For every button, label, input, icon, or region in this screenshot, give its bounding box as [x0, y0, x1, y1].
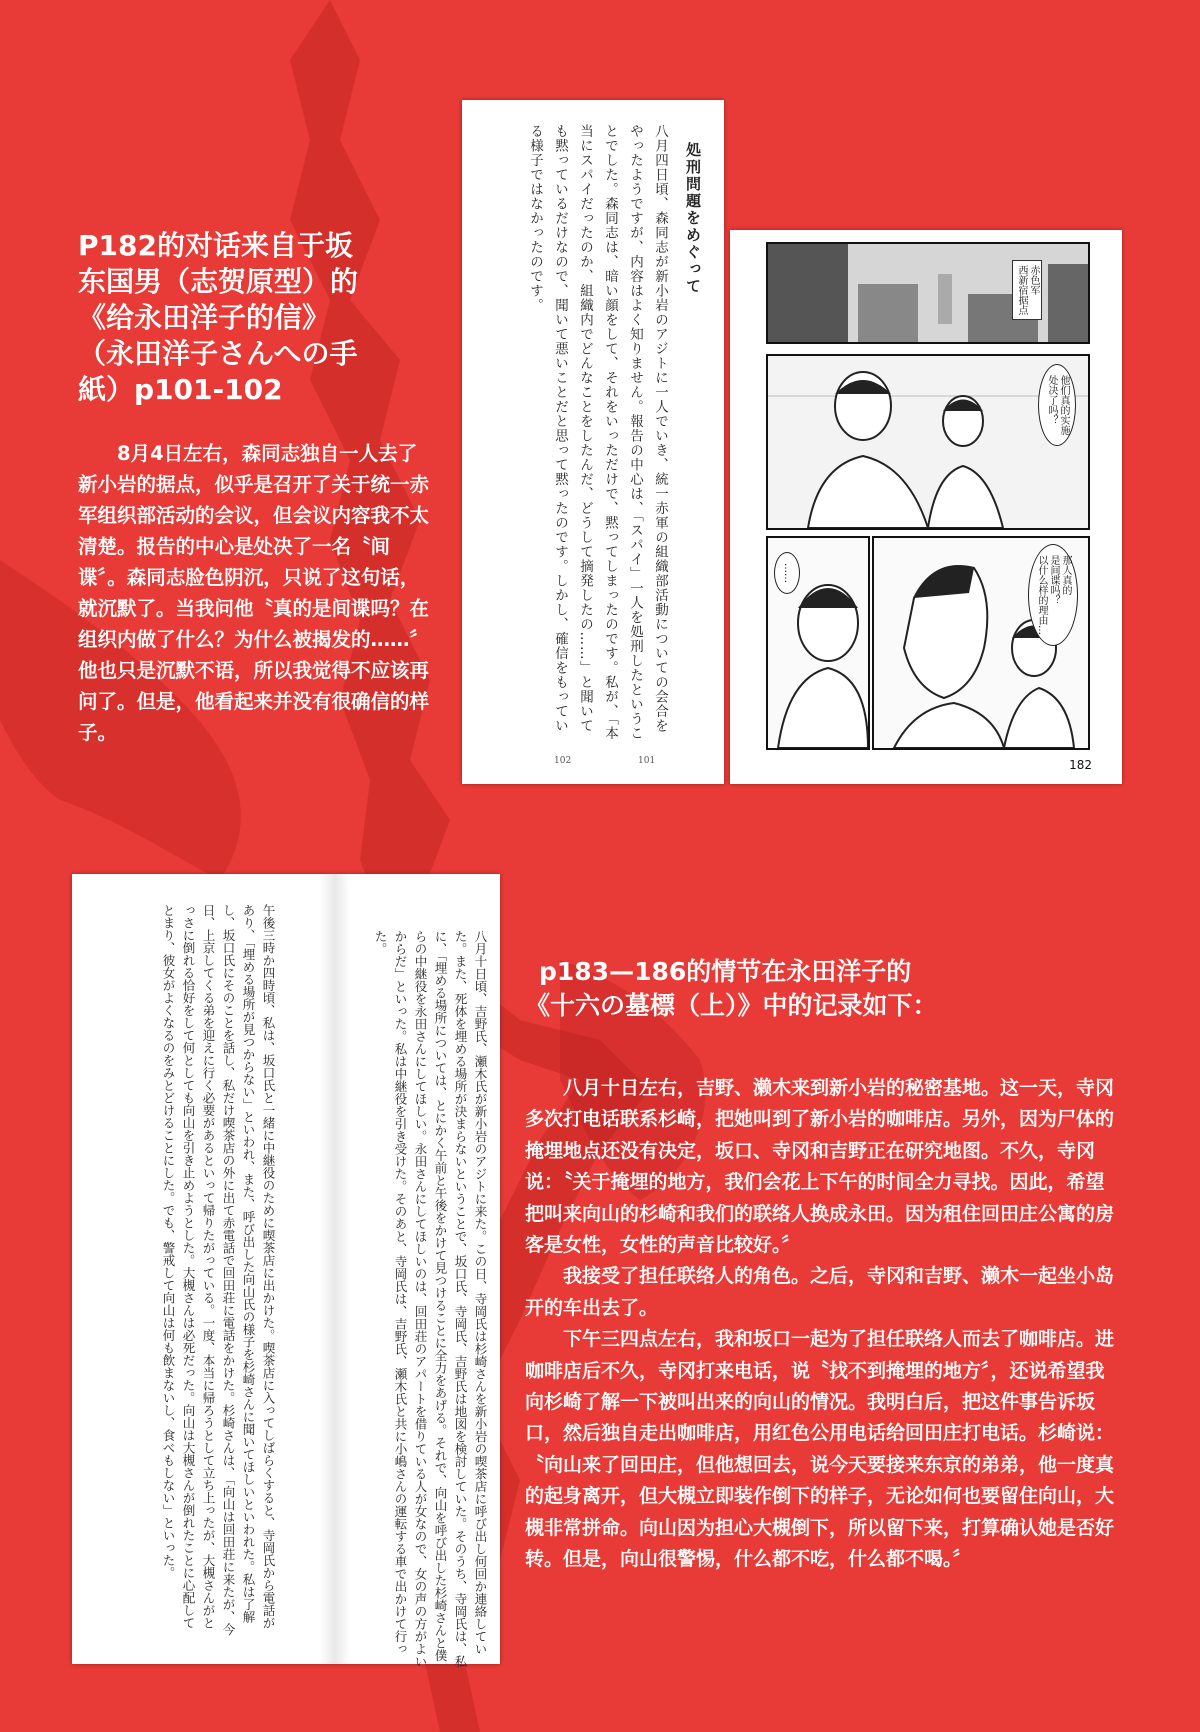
bottom-paragraph: 八月十日左右，吉野、濑木来到新小岩的秘密基地。这一天，寺冈多次打电话联系杉崎，把她叫到了新小岩的咖啡店。另外，因为尸体的掩埋地点还没有决定，坂口、寺冈和吉野正在研究地图。不久，寺冈说：〝关于掩埋的地方，我们会花上下午的时间全力寻找。因此，希望把叫来向山的杉崎和我们的联络人换成永田。因为租住回田庄公寓的房客是女性，女性的声音比较好。〞 [525, 1077, 1115, 1257]
top-heading-line: 紙）p101-102 [78, 373, 283, 406]
top-heading-line: P182的对话来自于坂 [78, 229, 353, 262]
bottom-heading [525, 955, 1125, 1023]
manga-page-number: 182 [1069, 758, 1092, 772]
top-translation-text [78, 438, 430, 748]
top-heading-line: 《给永田洋子的信》 [78, 301, 331, 334]
top-paragraph: 8月4日左右，森同志独自一人去了新小岩的据点，似乎是召开了关于统一赤军组织部活动的会议，但会议内容我不太清楚。报告的中心是处决了一名〝间谍〞。森同志脸色阴沉，只说了这句话，就沉默了。当我问他〝真的是间谍吗？在组织内做了什么？为什么被揭发的……〞他也只是沉默不语，所以我觉得不应该再问了。但是，他看起来并没有很确信的样子。 [78, 442, 430, 744]
manga-speech-bubble-1: 他们真的实施 处决了吗？ [1038, 364, 1076, 446]
book-page-number-left: 102 [554, 756, 572, 766]
memoir-book-scan [72, 874, 500, 1668]
book-page-number-right: 101 [638, 756, 656, 766]
book-section-title: 処刑問題をめぐって [684, 142, 702, 295]
memoir-right-page-text: 八月十日頃、吉野氏、瀬木氏が新小岩のアジトに来た。この日、寺岡氏は杉崎さんを新小岩の喫茶店に呼び出し何回か連絡していた。また、死体を埋める場所が決まらないということで、坂口氏、寺岡氏、吉野氏は地図を検討していた。そのうち、寺岡氏は、私に、「埋める場所については、とにかく午前と午後をかけて見つけることに全力をあげる。それで、向山を呼び出した杉崎さんと僕らの中継役を永田さんにしてほしい。永田さんにしてほしいのは、回田荘のアパートを借りている人が女なので、女の声の方がよいからだ」といった。私は中継役を引き受けた。そのあと、寺岡氏は、吉野氏、瀬木氏と共に小嶋さんの運転する車で出かけて行った。 [373, 930, 488, 1668]
two-men-illustration [768, 356, 1088, 528]
manga-panel-two-men [766, 354, 1090, 530]
manga-speech-bubble-2: …… [774, 552, 800, 594]
book-body-text: 八月四日頃、森同志が新小岩のアジトに一人でいき、統一赤軍の組織部活動についての会合をやったようですが、内容はよく知りません。報告の中心は、「スパイ」一人を処刑したということでした。森同志は、暗い顔をして、それをいっただけで、黙ってしまったのです。私が、「本当にスパイだったのか、組織内でどんなことをしたんだ、どうして摘発したの……」と聞いても黙っているだけなので、聞いて悪いことだと思って黙ったのです。しかし、確信をもっている様子ではなかったのです。 [527, 124, 668, 741]
book-spine-shadow [320, 874, 350, 1664]
bottom-paragraph: 我接受了担任联络人的角色。之后，寺冈和吉野、濑木一起坐小岛开的车出去了。 [525, 1265, 1115, 1319]
top-heading-line: （永田洋子さんへの手 [78, 337, 358, 370]
bottom-heading-line: 《十六の墓標（上）》中的记录如下： [525, 991, 938, 1020]
top-heading [78, 228, 438, 408]
letter-book-scan [462, 100, 724, 784]
manga-panel-close-up [766, 536, 870, 750]
manga-page-scan [730, 230, 1122, 784]
manga-panel-street [766, 242, 1090, 344]
memoir-left-page-text: 午後三時か四時頃、私は、坂口氏と一緒に中継役のために喫茶店に出かけた。喫茶店に入ってしばらくすると、寺岡氏から電話があり、「埋める場所が見つからない」といわれ、また、呼び出した向山氏の様子を杉崎さんに聞いてほしいといわれた。私は了解し、坂口氏にそのことを話し、私だけ喫茶店の外に出て赤電話で回田荘に電話をかけた。杉崎さんは、「向山は回田荘に来たが、今日、上京してくる弟を迎えに行く必要があるといって帰りたがっている。一度、本当に帰ろうとして立ち上ったが、大槻さんがとっさに倒れる恰好をして何としても向山を引き止めようとした。大槻さんは必死だった。向山は大槻さんが倒れたことに心配してとまり、彼女がよくなるのをみとどけることにした。でも、警戒して向山は何も飲まないし、食べもしない」といった。 [161, 904, 276, 1636]
bottom-translation-text [525, 1073, 1120, 1576]
manga-panel-profiles [872, 536, 1090, 750]
bottom-paragraph: 下午三四点左右，我和坂口一起为了担任联络人而去了咖啡店。进咖啡店后不久，寺冈打来电话，说〝找不到掩埋的地方〞，还说希望我向杉崎了解一下被叫出来的向山的情况。我明白后，把这件事告诉坂口，然后独自走出咖啡店，用红色公用电话给回田庄打电话。杉崎说：〝向山来了回田庄，但他想回去，说今天要接来东京的弟弟，他一度真的起身离开，但大槻立即装作倒下的样子，无论如何也要留住向山，大槻非常拼命。向山因为担心大槻倒下，所以留下来，打算确认她是否好转。但是，向山很警惕，什么都不吃，什么都不喝。〞 [525, 1328, 1115, 1571]
manga-speech-bubble-3: 那人真的 是间谍吗？ 以什么样的理由… [1028, 544, 1078, 646]
manga-location-caption: 赤色军 西新宿据点 [1012, 260, 1042, 320]
bottom-heading-line: p183—186的情节在永田洋子的 [539, 957, 912, 986]
top-heading-line: 东国男（志贺原型）的 [78, 265, 359, 298]
